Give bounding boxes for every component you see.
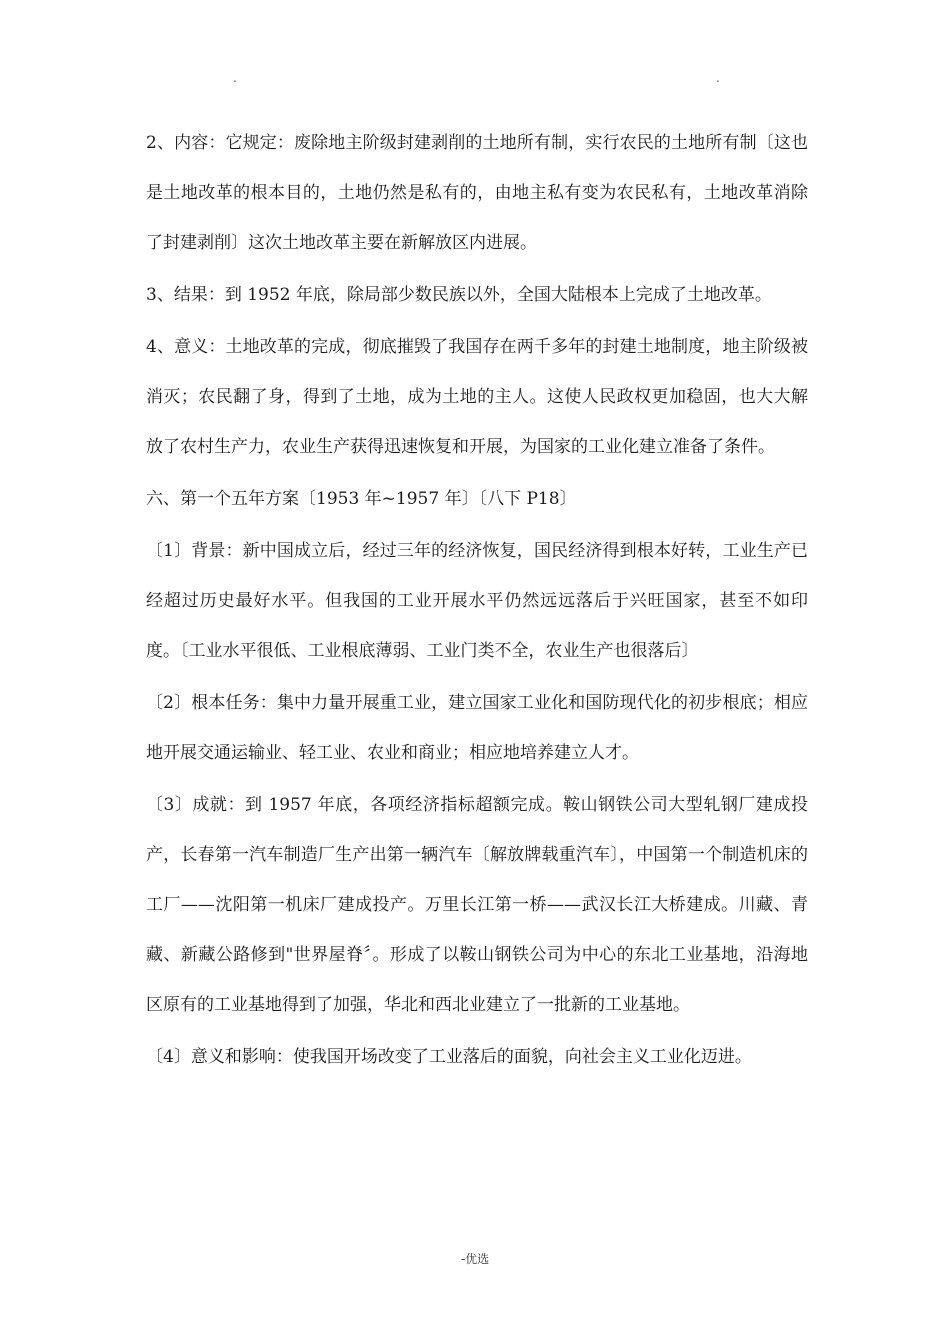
section-heading-five-year-plan: 六、第一个五年方案〔1953 年~1957 年〕〔八下 P18〕 bbox=[146, 489, 577, 509]
header-mark-left: . bbox=[233, 71, 237, 85]
paragraph-content: 2、内容：它规定：废除地主阶级封建剥削的土地所有制，实行农民的土地所有制〔这也是土地改革的根本目的，土地仍然是私有的，由地主私有变为农民私有，土地改革消除了封建剥削〕这次土地改革主要在新解放区内进展。 bbox=[146, 133, 808, 253]
paragraph-significance: 4、意义：土地改革的完成，彻底摧毁了我国存在两千多年的封建土地制度，地主阶级被消灭；农民翻了身，得到了土地，成为土地的主人。这使人民政权更加稳固，也大大解放了农村生产力，农业生产获得迅速恢复和开展，为国家的工业化建立准备了条件。 bbox=[146, 337, 808, 457]
paragraph-basic-task: 〔2〕根本任务：集中力量开展重工业，建立国家工业化和国防现代化的初步根底；相应地开展交通运输业、轻工业、农业和商业；相应地培养建立人才。 bbox=[146, 693, 808, 763]
document-body bbox=[146, 118, 808, 1084]
page-footer: -优选 bbox=[460, 1252, 490, 1266]
header-mark-right: . bbox=[716, 71, 720, 85]
paragraph-result: 3、结果：到 1952 年底，除局部少数民族以外，全国大陆根本上完成了土地改革。 bbox=[146, 285, 772, 305]
paragraph-background: 〔1〕背景：新中国成立后，经过三年的经济恢复，国民经济得到根本好转，工业生产已经超过历史最好水平。但我国的工业开展水平仍然远远落后于兴旺国家，甚至不如印度。〔工业水平很低、工业根底薄弱、工业门类不全，农业生产也很落后〕 bbox=[146, 541, 808, 661]
paragraph-impact: 〔4〕意义和影响：使我国开场改变了工业落后的面貌，向社会主义工业化迈进。 bbox=[146, 1047, 752, 1067]
paragraph-achievements: 〔3〕成就：到 1957 年底，各项经济指标超额完成。鞍山钢铁公司大型轧钢厂建成投产，长春第一汽车制造厂生产出第一辆汽车〔解放牌载重汽车〕，中国第一个制造机床的工厂——沈阳第一机床厂建成投产。万里长江第一桥——武汉长江大桥建成。川藏、青藏、新藏公路修到"世界屋脊〞。形成了以鞍山钢铁公司为中心的东北工业基地，沿海地区原有的工业基地得到了加强，华北和西北业建立了一批新的工业基地。 bbox=[146, 795, 808, 1015]
